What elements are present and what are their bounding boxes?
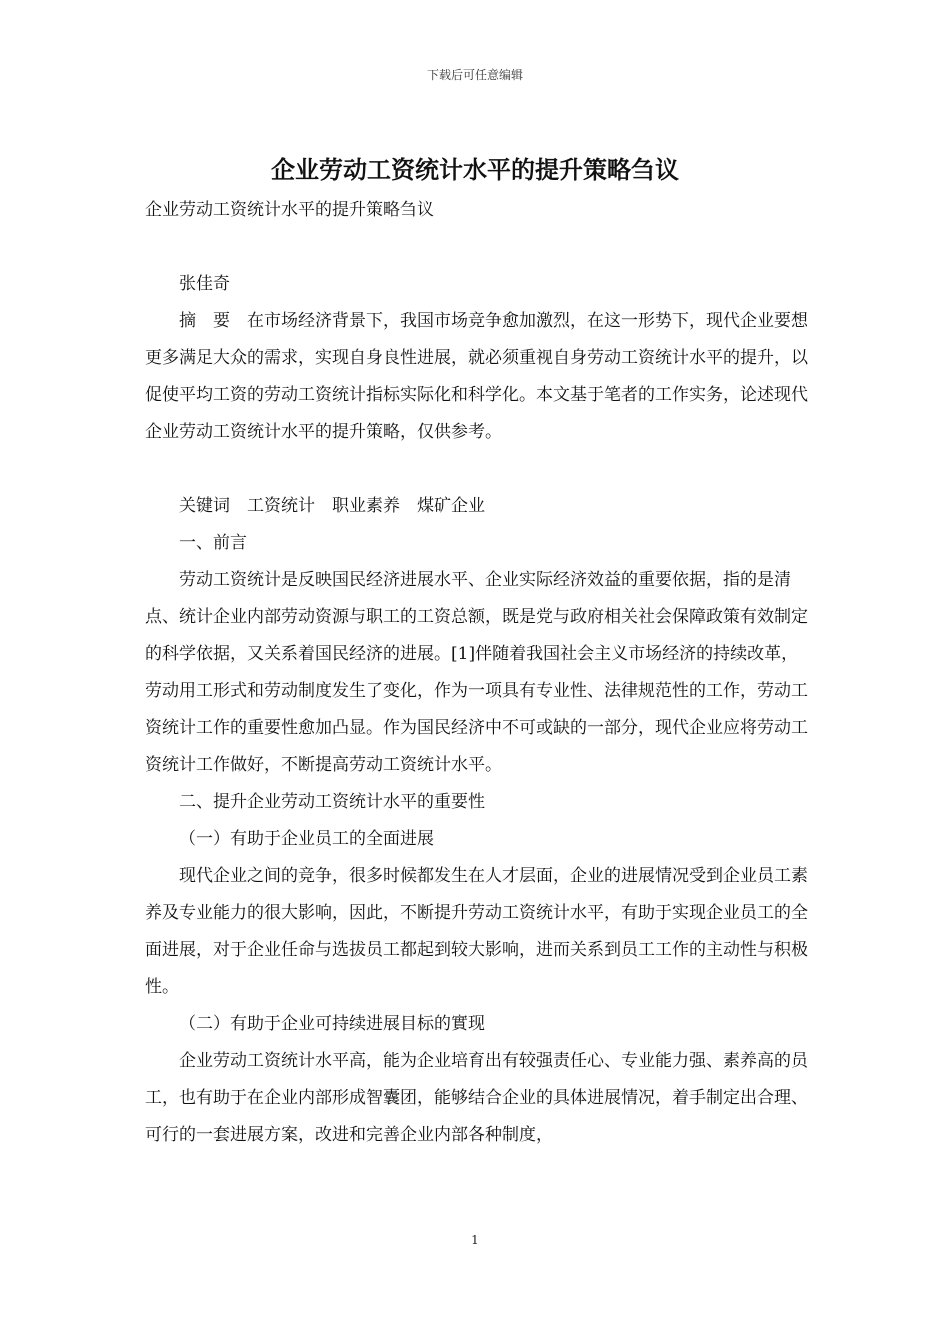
keywords: 关键词 工资统计 职业素养 煤矿企业 xyxy=(179,496,485,516)
spacer xyxy=(145,229,813,266)
paragraph: 劳动工资统计是反映国民经济进展水平、企业实际经济效益的重要依据，指的是清点、统计企业内部劳动资源与职工的工资总额，既是党与政府相关社会保障政策有效制定的科学依据，又关系着国民经济的进展。[1]伴随着我国社会主义市场经济的持续改革，劳动用工形式和劳动制度发生了变化，作为一项具有专业性、法律规范性的工作，劳动工资统计工作的重要性愈加凸显。作为国民经济中不可或缺的一部分，现代企业应将劳动工资统计工作做好，不断提高劳动工资统计水平。 xyxy=(145,570,808,775)
section-heading-1: 一、前言 xyxy=(179,533,247,553)
document-title: 企业劳动工资统计水平的提升策略刍议 xyxy=(271,155,679,184)
subsection-heading-1: （一）有助于企业员工的全面进展 xyxy=(179,829,434,849)
page-number: 1 xyxy=(471,1233,479,1247)
subtitle: 企业劳动工资统计水平的提升策略刍议 xyxy=(145,200,434,220)
paragraph: 企业劳动工资统计水平高，能为企业培育出有较强责任心、专业能力强、素养高的员工，也有助于在企业内部形成智囊团，能够结合企业的具体进展情况，着手制定出合理、可行的一套进展方案，改进和完善企业内部各种制度， xyxy=(145,1051,808,1145)
author: 张佳奇 xyxy=(179,274,230,294)
subsection-heading-2: （二）有助于企业可持续进展目标的實现 xyxy=(179,1014,485,1034)
section-heading-2: 二、提升企业劳动工资统计水平的重要性 xyxy=(179,792,485,812)
document-body xyxy=(145,192,813,1154)
spacer xyxy=(145,451,813,488)
abstract-paragraph: 摘 要 在市场经济背景下，我国市场竞争愈加激烈，在这一形势下，现代企业要想更多满足大众的需求，实现自身良性进展，就必须重视自身劳动工资统计水平的提升，以促使平均工资的劳动工资统计指标实际化和科学化。本文基于笔者的工作实务，论述现代企业劳动工资统计水平的提升策略，仅供参考。 xyxy=(145,311,808,442)
paragraph: 现代企业之间的竞争，很多时候都发生在人才层面，企业的进展情况受到企业员工素养及专业能力的很大影响，因此，不断提升劳动工资统计水平，有助于实现企业员工的全面进展，对于企业任命与选拔员工都起到较大影响，进而关系到员工工作的主动性与积极性。 xyxy=(145,866,808,997)
header-note: 下载后可任意编辑 xyxy=(426,68,523,82)
